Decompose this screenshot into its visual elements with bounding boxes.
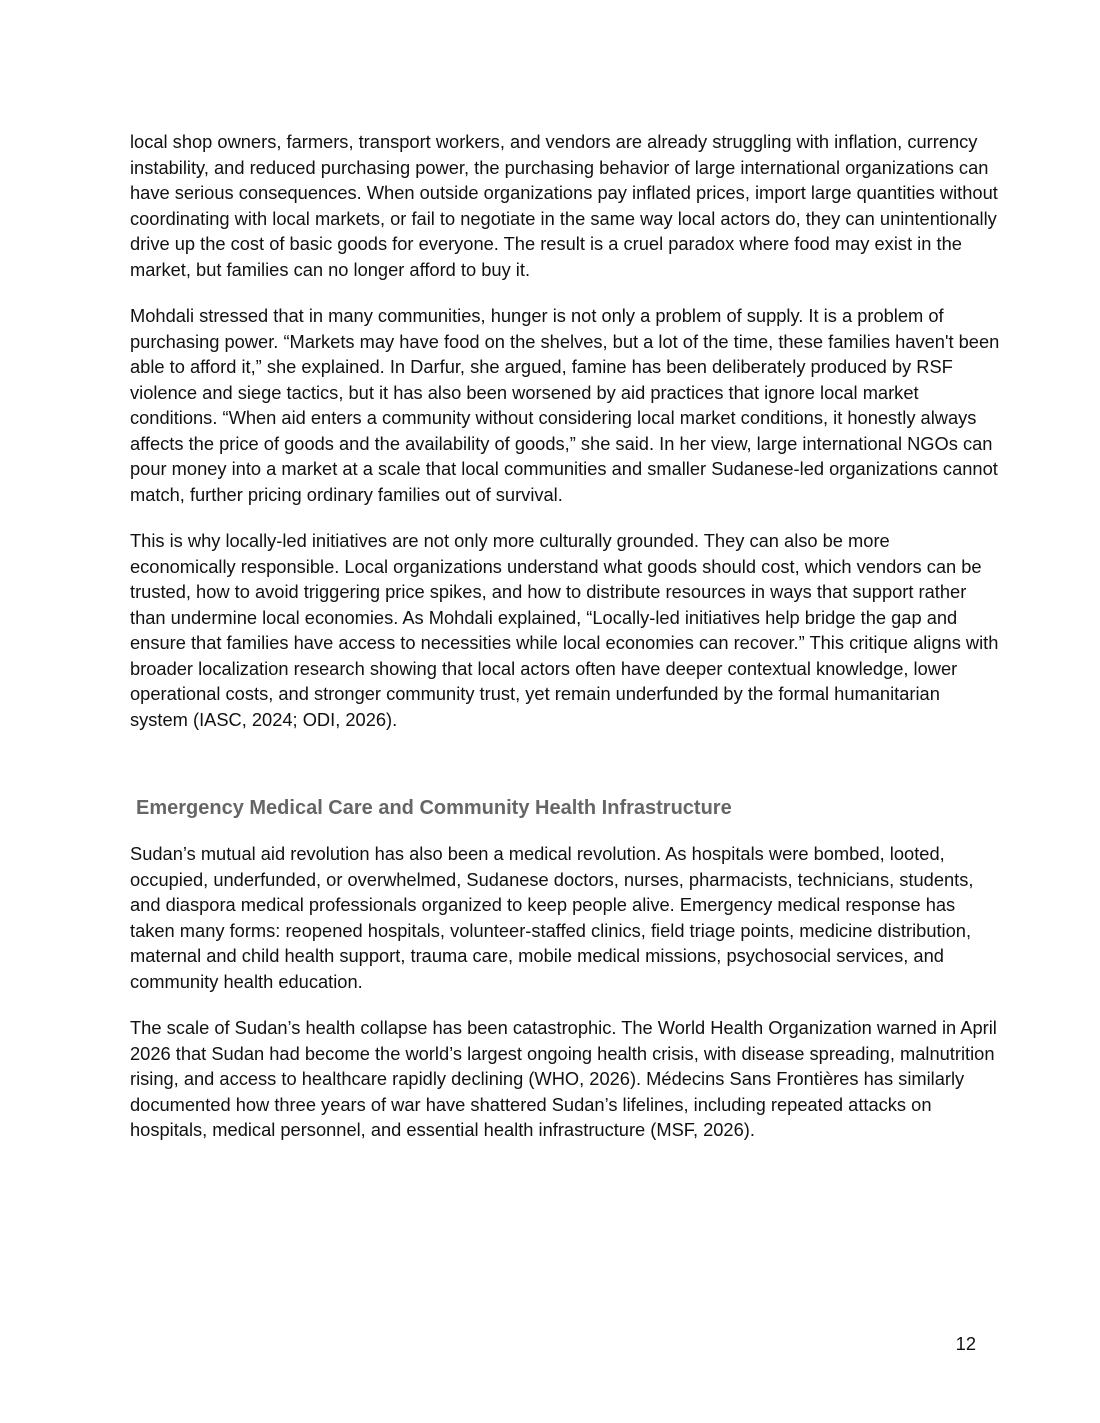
page-content — [130, 129, 1000, 1164]
page-number: 12 — [955, 1333, 976, 1354]
section-heading: Emergency Medical Care and Community Health Infrastructure — [136, 797, 732, 819]
body-paragraph-purchasing-power: Mohdali stressed that in many communities, hunger is not only a problem of supply. It is a problem of purchasing power. “Markets may have food on the shelves, but a lot of the time, these families haven't been able to afford it,” she explained. In Darfur, she argued, famine has been deliberately produced by RSF violence and siege tactics, but it has also been worsened by aid practices that ignore local market conditions. “When aid enters a community without considering local market conditions, it honestly always affects the price of goods and the availability of goods,” she said. In her view, large international NGOs can pour money into a market at a scale that local communities and smaller Sudanese-led organizations cannot match, further pricing ordinary families out of survival. — [130, 305, 1000, 505]
body-paragraph-medical-revolution: Sudan’s mutual aid revolution has also been a medical revolution. As hospitals were bombed, looted, occupied, underfunded, or overwhelmed, Sudanese doctors, nurses, pharmacists, technicians, students, and diaspora medical professionals organized to keep people alive. Emergency medical response has taken many forms: reopened hospitals, volunteer-staffed clinics, field triage points, medicine distribution, maternal and child health support, trauma care, mobile medical missions, psychosocial services, and community health education. — [130, 843, 974, 992]
section-spacer — [130, 753, 1000, 793]
body-paragraph-health-collapse: The scale of Sudan’s health collapse has been catastrophic. The World Health Organization warned in April 2026 that Sudan had become the world’s largest ongoing health crisis, with disease spreading, malnutrition rising, and access to healthcare rapidly declining (WHO, 2026). Médecins Sans Frontières has similarly documented how three years of war have shattered Sudan’s lifelines, including repeated attacks on hospitals, medical personnel, and essential health infrastructure (MSF, 2026). — [130, 1017, 997, 1140]
body-paragraph-locally-led: This is why locally-led initiatives are not only more culturally grounded. They can also be more economically responsible. Local organizations understand what goods should cost, which vendors can be trusted, how to avoid triggering price spikes, and how to distribute resources in ways that support rather than undermine local economies. As Mohdali explained, “Locally-led initiatives help bridge the gap and ensure that families have access to necessities while local economies can recover.” This critique aligns with broader localization research showing that local actors often have deeper contextual knowledge, lower operational costs, and stronger community trust, yet remain underfunded by the formal humanitarian system (IASC, 2024; ODI, 2026). — [130, 530, 999, 730]
body-paragraph-market-impact: local shop owners, farmers, transport workers, and vendors are already struggling with inflation, currency instability, and reduced purchasing power, the purchasing behavior of large international organizations can have serious consequences. When outside organizations pay inflated prices, import large quantities without coordinating with local markets, or fail to negotiate in the same way local actors do, they can unintentionally drive up the cost of basic goods for everyone. The result is a cruel paradox where food may exist in the market, but families can no longer afford to buy it. — [130, 131, 998, 280]
